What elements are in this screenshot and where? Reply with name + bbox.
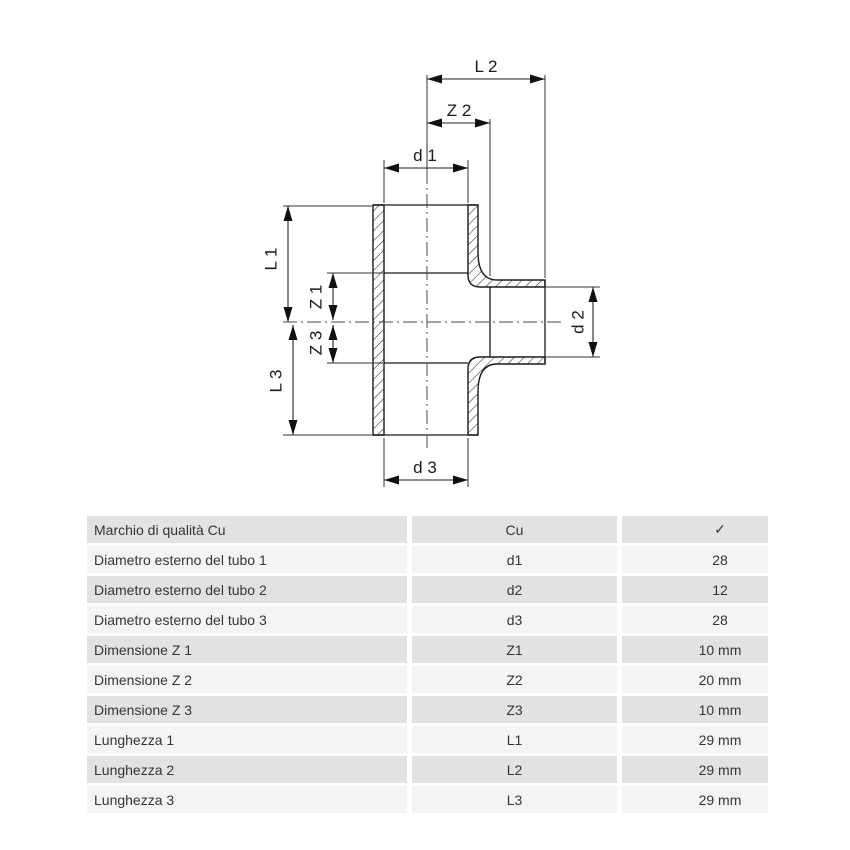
dim-label-d2: d 2 xyxy=(568,310,588,334)
arrow-down xyxy=(329,348,338,363)
table-row xyxy=(87,726,768,753)
extension-lines xyxy=(283,75,600,487)
arrow-down xyxy=(284,307,293,322)
table-row xyxy=(87,606,768,633)
arrow-left xyxy=(384,164,399,173)
arrow-right xyxy=(453,476,468,485)
spec-table xyxy=(87,516,768,816)
arrow-up xyxy=(329,273,338,288)
dim-label-d3: d 3 xyxy=(413,458,437,477)
arrow-left xyxy=(384,476,399,485)
spec-label-cell: Dimensione Z 1 xyxy=(87,636,407,663)
centerlines xyxy=(283,170,563,452)
spec-label-cell: Dimensione Z 2 xyxy=(87,666,407,693)
table-row xyxy=(87,516,768,543)
dimension-d3 xyxy=(384,458,468,485)
table-row xyxy=(87,576,768,603)
table-row xyxy=(87,786,768,813)
spec-symbol-cell: Z3 xyxy=(412,696,617,723)
arrow-left xyxy=(427,119,442,128)
spec-symbol-cell: L2 xyxy=(412,756,617,783)
spec-value-cell: 29 mm xyxy=(622,756,768,783)
dim-label-Z3: Z 3 xyxy=(306,330,326,356)
arrow-up xyxy=(329,325,338,340)
spec-label-cell: Diametro esterno del tubo 2 xyxy=(87,576,407,603)
dimension-L2 xyxy=(427,57,545,84)
table-row xyxy=(87,696,768,723)
dimension-d2 xyxy=(569,287,598,357)
spec-label-cell: Lunghezza 1 xyxy=(87,726,407,753)
spec-symbol-cell: Cu xyxy=(412,516,617,543)
dimension-Z3 xyxy=(307,325,338,363)
spec-label-cell: Diametro esterno del tubo 1 xyxy=(87,546,407,573)
spec-value-cell: 29 mm xyxy=(622,786,768,813)
dim-label-Z2: Z 2 xyxy=(446,101,472,120)
table-row xyxy=(87,546,768,573)
spec-symbol-cell: d3 xyxy=(412,606,617,633)
spec-label-cell: Dimensione Z 3 xyxy=(87,696,407,723)
arrow-up xyxy=(289,325,298,340)
fitting-body xyxy=(373,205,545,435)
dimension-L1 xyxy=(262,206,293,322)
dim-label-L3: L 3 xyxy=(266,369,286,393)
spec-value-cell: 10 mm xyxy=(622,696,768,723)
spec-symbol-cell: Z1 xyxy=(412,636,617,663)
dimensions xyxy=(262,57,598,485)
spec-label-cell: Marchio di qualità Cu xyxy=(87,516,407,543)
arrow-right xyxy=(530,75,545,84)
spec-value-cell: 20 mm xyxy=(622,666,768,693)
arrow-down xyxy=(589,342,598,357)
dim-label-d1: d 1 xyxy=(413,146,437,165)
spec-label-cell: Lunghezza 3 xyxy=(87,786,407,813)
arrow-right xyxy=(453,164,468,173)
table-row xyxy=(87,666,768,693)
dim-label-L1: L 1 xyxy=(261,247,281,271)
dimension-L3 xyxy=(267,325,298,435)
lower-right-wall-and-branch-bottom xyxy=(468,357,545,435)
table-row xyxy=(87,756,768,783)
spec-label-cell: Lunghezza 2 xyxy=(87,756,407,783)
arrow-up xyxy=(284,206,293,221)
fitting-edges xyxy=(373,205,545,435)
spec-symbol-cell: L1 xyxy=(412,726,617,753)
arrow-down xyxy=(289,420,298,435)
table-row xyxy=(87,636,768,663)
spec-value-cell: 12 xyxy=(622,576,768,603)
upper-right-wall-and-branch-top xyxy=(468,205,545,287)
left-wall xyxy=(373,205,384,435)
spec-value-cell: ✓ xyxy=(622,516,768,543)
spec-value-cell: 10 mm xyxy=(622,636,768,663)
spec-symbol-cell: L3 xyxy=(412,786,617,813)
arrow-left xyxy=(427,75,442,84)
arrow-right xyxy=(475,119,490,128)
spec-symbol-cell: Z2 xyxy=(412,666,617,693)
dim-label-Z1: Z 1 xyxy=(306,284,326,310)
dimension-Z1 xyxy=(307,273,338,320)
spec-value-cell: 29 mm xyxy=(622,726,768,753)
arrow-up xyxy=(589,287,598,302)
dimension-d1 xyxy=(384,146,468,173)
spec-symbol-cell: d2 xyxy=(412,576,617,603)
spec-symbol-cell: d1 xyxy=(412,546,617,573)
dim-label-L2: L 2 xyxy=(474,57,498,76)
arrow-down xyxy=(329,305,338,320)
spec-label-cell: Diametro esterno del tubo 3 xyxy=(87,606,407,633)
spec-value-cell: 28 xyxy=(622,546,768,573)
dimension-Z2 xyxy=(427,101,490,128)
spec-value-cell: 28 xyxy=(622,606,768,633)
